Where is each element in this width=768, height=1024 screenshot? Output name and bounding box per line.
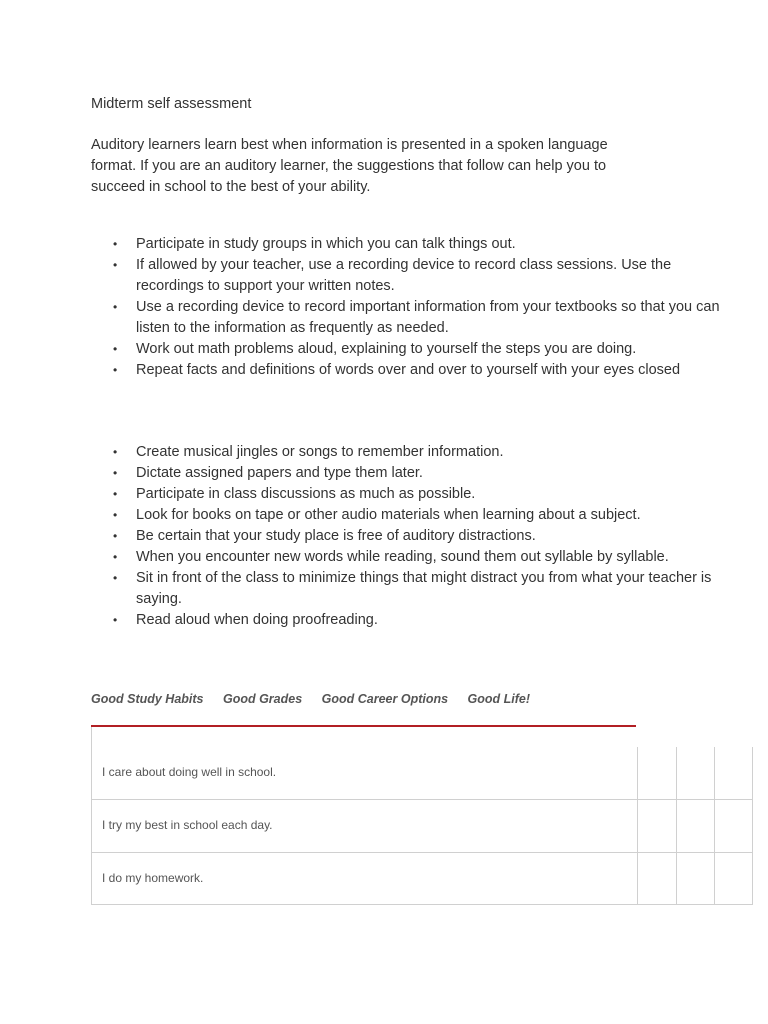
tagline-item: Good Study Habits	[91, 692, 204, 706]
suggestion-list-one	[91, 234, 726, 381]
table-row: I try my best in school each day.	[102, 818, 273, 832]
list-item: • Repeat facts and definitions of words over and over to yourself with your eyes closed	[136, 360, 726, 381]
table-column-divider	[752, 747, 753, 905]
list-item: • Be certain that your study place is free of auditory distractions.	[136, 526, 726, 547]
page-title: Midterm self assessment	[91, 96, 252, 112]
list-item: • Participate in study groups in which you can talk things out.	[136, 234, 726, 255]
table-row-divider	[91, 799, 753, 800]
survey-table	[91, 727, 753, 905]
table-row-divider	[91, 852, 753, 853]
intro-paragraph: Auditory learners learn best when information is presented in a spoken language format. If you are an auditory learner, the suggestions that follow can help you to succeed in school to the best of your ability.	[91, 137, 608, 195]
table-border	[91, 727, 92, 905]
table-row: I care about doing well in school.	[102, 765, 277, 779]
table-row: I do my homework.	[102, 871, 204, 885]
list-item: • Sit in front of the class to minimize things that might distract you from what your teacher is saying.	[136, 568, 726, 610]
suggestion-list-two	[91, 442, 726, 631]
list-item: • Create musical jingles or songs to remember information.	[136, 442, 726, 463]
list-item: • Look for books on tape or other audio materials when learning about a subject.	[136, 505, 726, 526]
table-column-divider	[714, 747, 715, 905]
list-item: • Dictate assigned papers and type them later.	[136, 463, 726, 484]
list-item: • Participate in class discussions as much as possible.	[136, 484, 726, 505]
list-item: • If allowed by your teacher, use a recording device to record class sessions. Use the recordings to support your written notes.	[136, 255, 726, 297]
tagline-item: Good Life!	[467, 692, 531, 706]
tagline	[91, 692, 546, 706]
list-item: • When you encounter new words while reading, sound them out syllable by syllable.	[136, 547, 726, 568]
tagline-item: Good Grades	[222, 692, 303, 706]
list-item: • Read aloud when doing proofreading.	[136, 610, 726, 631]
tagline-item: Good Career Options	[321, 692, 449, 706]
table-border	[91, 904, 753, 905]
list-item: • Work out math problems aloud, explaining to yourself the steps you are doing.	[136, 339, 726, 360]
table-column-divider	[676, 747, 677, 905]
table-column-divider	[637, 747, 638, 905]
list-item: • Use a recording device to record important information from your textbooks so that you can listen to the information as frequently as needed.	[136, 297, 726, 339]
